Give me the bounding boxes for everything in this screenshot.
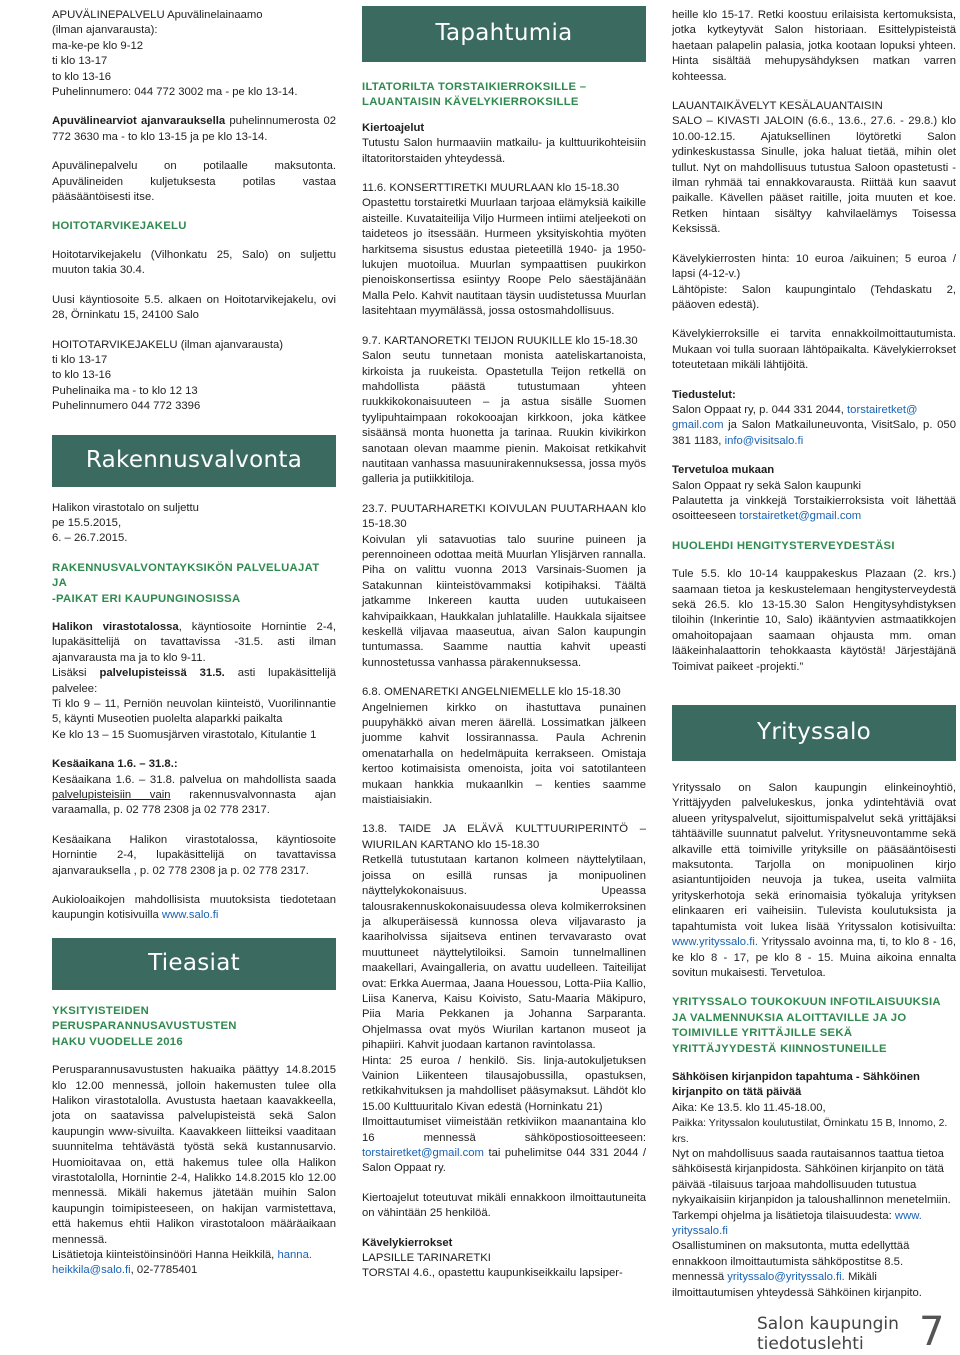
aukioloajat-text-1: Aukioloaikojen mahdollisista muutoksista tiedotetaan kaupungin kotisivuilla bbox=[52, 894, 336, 922]
kesaaikana-bold: Kesäaikana 1.6. – 31.8.: bbox=[52, 758, 178, 771]
kavelykierros-noreg-text: Kävelykierroksille ei tarvita ennakkoilmoittautumista. Mukaan voi tulla suoraan lähtöpaikalta. Kävelykierrokset toteutetaan mikäli lähtijöitä. bbox=[672, 328, 956, 372]
torstairetket-gmail-link[interactable]: torstairetket@ gmail.com bbox=[672, 403, 918, 432]
kesaaikana-text bbox=[52, 757, 336, 819]
palaute-email-link[interactable]: torstairetket@gmail.com bbox=[739, 510, 862, 523]
tervetuloa-text bbox=[672, 463, 956, 525]
tiedustelut-bold: Tiedustelut: bbox=[672, 388, 736, 401]
yrityssalo-email-link[interactable]: yrityssalo@yrityssalo.fi. bbox=[727, 1271, 845, 1284]
apuvalinearviot-text bbox=[52, 114, 336, 145]
tiedustelut-text-2: ja Salon Matkailuneuvonta, VisitSalo, p. 050 381 1183, bbox=[672, 419, 956, 447]
halikon-text-1: , käyntiosoite Hornintie 2-4, lupakäsittelijä on tavattavissa -31.5. asti ilman ajanvarausta ma ja to klo 9-11. Lisäksi bbox=[52, 620, 336, 680]
sahkoinen-aika: Aika: Ke 13.5. klo 11.45-18.00, bbox=[672, 1101, 826, 1114]
palvelupisteisiin-underline: palvelupisteisiin vain bbox=[52, 789, 171, 802]
apuvalinepalvelu-cost-text: Apuvälinepalvelu on potilaalle maksutonta. Apuvälineiden kuljetuksesta potilas vastaa pääsääntöisesti itse. bbox=[52, 160, 336, 204]
kavelykierrokset-heading: Kävelykierrokset bbox=[362, 1236, 453, 1249]
tapahtumia-banner: Tapahtumia bbox=[362, 6, 646, 62]
yrityssalo-text bbox=[672, 781, 956, 981]
konserttiretki-text: 11.6. KONSERTTIRETKI MUURLAAN klo 15-18.30 Opastettu torstairetki Muurlaan tarjoaa elämyksiä kaikille aisteille. Kuvataiteilija Viljo Hurmeen intiimi ateljeekoti on taideteos jo itsessään. Hurmeen yksityiskohtia myöten harkitsema sisustus edustaa pieteetillä 1940- ja 1950-lukujen muotoilua. Muurlan sympaattisen puukirkon pienoiskonsertissa esiintyy Roope Pelo säestäjänään Malla Pelo. Kahvit nautitaan täysin uudistetussa Muurlan lasitehtaan myymälässä, jossa ostosmahdollisuus. bbox=[362, 182, 646, 318]
yrityssalo-text-2: Yrityssalo avoinna ma, ti, to klo 8 - 16, ke klo 8 - 17, pe klo 8 - 15. Muina aikoina ennalta sovitun mukaisesti. Tervetuloa. bbox=[672, 936, 956, 979]
puutarharetki-text: 23.7. PUUTARHARETKI KOIVULAN PUUTARHAAN klo 15-18.30 Koivulan yli satavuotias talo suurine puineen ja perennoineen odottaa meitä Muurlan Ylisjärven rannalla. Piha on valittu vuonna 2013 Varsinais-Suomen ja Satakunnan kiinteistövammaksi kotipihaksi. Täältä jatkamme Inkereen kautta uuden uutukaiseen kahvipaikkaan, Haukkalan juhlatalille. Haukkala sijaitsee keskellä viljavaa maaseutua, aivan Salon kaupungin tuntumassa. Saamme nauttia kahvit upeasti kunnostetussa vanhassa pärakennuksessa. bbox=[362, 502, 646, 669]
sahkoinen-text-4: Mikäli ilmoittautumisen yhteydessä Sähköinen kirjanpito. bbox=[672, 1271, 922, 1299]
lauantaikavelyt-text: LAUANTAIKÄVELYT KESÄLAUANTAISIN SALO – KIVASTI JALOIN (6.6., 13.6., 27.6. - 29.8.) klo 10.00-12.15. Ajatuksellinen löytöretki Salon ydinkeskustassa Sinulle, joka haluat tietää, mihin olet tullut. Nyt on mahdollisuus tutustua Saloon opastetusti - ilman ryhmää tai ennakkovarausta. Riittää kun saavut paikalle. Kävellen pääset raitille, joita muuten et koe. Retken hintaan sisältyy kahvilaelämys Toisessa Keksissä. bbox=[672, 100, 956, 236]
yksityisteiden-heading: YKSITYISTEIDEN PERUSPARANNUSAVUSTUSTEN HAKU VUODELLE 2016 bbox=[52, 1004, 237, 1048]
hanna-email-link[interactable]: hanna. heikkila@salo.fi bbox=[52, 1248, 312, 1277]
hoitotarvikejakelu-heading: HOITOTARVIKEJAKELU bbox=[52, 220, 187, 233]
tieasiat-banner: Tieasiat bbox=[52, 938, 336, 990]
perusparannus-phone: , 02-7785401 bbox=[130, 1264, 198, 1277]
apuvalinepalvelu-hours: APUVÄLINEPALVELU Apuvälinelainaamo (ilman ajanvarausta): ma-ke-pe klo 9-12 ti klo 13-17 to klo 13-16 Puhelinnumero: 044 772 3002 ma - pe klo 13-14. bbox=[52, 9, 298, 99]
yrityssalo-text-1: Yrityssalo on Salon kaupungin elinkeinoyhtiö, Yrittäjyyden palvelukeskus, jonka ydintehtäviä ovat alueen yrityspalvelut, sijoittumispalvelut sekä yrittäjäksi tähtääville suunnatut palvelut. Yritysneuvontamme sekä alkaville että toimiville yrityksille on pääsääntöisesti maksutonta. Tarjolla on monipuolinen kirjo asiantuntijoiden neuvoja ja tukea, useita valmiita yrityskerhotoja sekä erinomaisia työkaluja yrityksen elinkaaren eri vaiheisiin. Tulevista koulutuksista ja tapahtumista voit lukea lisää Yrityssalon kotisivuilta: bbox=[672, 782, 956, 933]
iltatorilta-heading: ILTATORILTA TORSTAIKIERROKSILLE – LAUANTAISIN KÄVELYKIERROKSILLE bbox=[362, 81, 587, 109]
hengitysterveys-heading: HUOLEHDI HENGITYSTERVEYDESTÄSI bbox=[672, 539, 895, 552]
apuvalinearviot-bold: Apuvälinearviot ajanvarauksella bbox=[52, 115, 226, 128]
yrityssalo-banner: Yrityssalo bbox=[672, 705, 956, 761]
page-footer bbox=[757, 1309, 945, 1355]
hengitysterveys-text: Tule 5.5. klo 10-14 kauppakeskus Plazaan (2. krs.) saamaan tietoa ja keskustelemaan hengitysterveydestä sekä 26.5. klo 13-15.30 Salon Hengitysyhdistyksen tiloihin (Inkerintie 10, Salo) ikääntyvien astmaatikkojen omahoitopajaan saamaan ohjausta mm. oman lääkeinhalaattorin tehokkaasta käytöstä! Järjestäjänä Toimivat paikeet -projekti.” bbox=[672, 568, 956, 673]
yrityssalo-link-2[interactable]: www. yrityssalo.fi bbox=[672, 1209, 922, 1237]
kavelykierros-price-text: Kävelykierrosten hinta: 10 euroa /aikuinen; 5 euroa / lapsi (4-12-v.) Lähtöpiste: Salon kaupungintalo (Tehdaskatu 2, pääoven edestä). bbox=[672, 252, 956, 311]
yrityssalo-website-link[interactable]: www.yrityssalo.fi. bbox=[672, 936, 758, 949]
page-number: 7 bbox=[919, 1309, 945, 1355]
kartanoretki-text: 9.7. KARTANORETKI TEIJON RUUKILLE klo 15-18.30 Salon seutu tunnetaan monista aateliskartanoista, kirkoista ja ruukeista. Opastetulla Teijon retkellä on mahdollista päästä tutustumaan yhteen ruukkikokonaisuuteen – ja astua sisälle Suomen tyylipuhtaimpaan rokokooajan kirkkoon, joka kätkee sisäänsä monta huonetta ja tarinaa. Ruukin kivikirkon sanotaan olevan maamme pienin. Makoisat retkikahvit nautitaan vanhassa masuunirakennuksessa, jossa myös galleria ja putiikkitiloja. bbox=[362, 334, 646, 486]
sahkoinen-text-2: Nyt on mahdollisuus saada rautaisannos taattua tietoa sähköisestä kirjanpidosta. Sähköinen kirjanpito on tätä päivää -tilaisuus tarjoaa mahdollisuuden tutustua nykyaikaisiin kirjanpidon ja taloushallinnon menetelmiin. Tarkempi ohjelma ja lisätietoja tilaisuudesta: bbox=[672, 1147, 951, 1222]
tervetuloa-text-1: Salon Oppaat ry sekä Salon kaupunki Palautetta ja vinkkejä Torstaikierroksista voit lähettää osoitteeseen bbox=[672, 479, 956, 523]
palvelupisteissa-bold: palvelupisteissä 31.5. bbox=[99, 667, 225, 680]
publication-title: Salon kaupungin tiedotuslehti bbox=[757, 1314, 899, 1354]
halikon-text-2: asti lupakäsittelijä palvelee: Ti klo 9 – 11, Perniön neuvolan kiinteistö, Vuorilinnantie 5, käynti Museotien puolelta alaparkki paikalta Ke klo 13 – 15 Suomusjärven virastotalo, Kitulantie 1 bbox=[52, 667, 337, 741]
sahkoinen-kirjanpito-bold: Sähköisen kirjanpidon tapahtuma - Sähköinen kirjanpito on tätä päivää bbox=[672, 1070, 920, 1099]
torstairetket-email-link[interactable]: torstairetket@gmail.com bbox=[362, 1147, 484, 1159]
kesaaikana-halikon-text: Kesäaikana Halikon virastotalossa, käyntiosoite Hornintie 2-4, lupakäsittelijä on tavattavissa ajanvarauksella , p. 02 778 2308 ja p. 02 778 2317. bbox=[52, 833, 336, 877]
tiedustelut-text-1: Salon Oppaat ry, p. 044 331 2044, bbox=[672, 403, 844, 416]
halikon-virastotalossa-bold: Halikon virastotalossa bbox=[52, 620, 179, 633]
rakennusvalvonta-heading: RAKENNUSVALVONTAYKSIKÖN PALVELUAJAT JA -PAIKAT ERI KAUPUNGINOSISSA bbox=[52, 561, 320, 605]
visitsalo-email-link[interactable]: info@visitsalo.fi bbox=[724, 434, 804, 447]
tarinaretki-cont-text: heille klo 15-17. Retki koostuu erilaisista kertomuksista, jotka kytkeytyvät Salon historiaan. Esittelypisteistä haetaan palapelin palasia, jotka kootaan lopuksi yhteen. Hinta sisältää mehupysähdyksen matkan varren kohteessa. bbox=[672, 9, 956, 83]
kesaaikana-text-1: Kesäaikana 1.6. – 31.8. palvelua on mahdollista saada bbox=[52, 773, 336, 786]
sahkoinen-text-3: Osallistuminen on maksutonta, mutta edellyttää ennakkoon ilmoittautumista sähköpostitse 8.5. mennessä bbox=[672, 1240, 910, 1284]
halikon-virastotalo-text bbox=[52, 620, 336, 743]
hoitotarvikejakelu-closed-text: Hoitotarvikejakelu (Vilhonkatu 25, Salo) on suljettu muuton takia 30.4. bbox=[52, 248, 336, 277]
sahkoinen-paikka: Paikka: Yrityssalon koulutustilat, Örninkatu 15 B, Innomo, 2. krs. bbox=[672, 1118, 948, 1145]
perusparannus-text bbox=[52, 1063, 336, 1279]
salo-website-link[interactable]: www.salo.fi bbox=[161, 909, 219, 922]
column-middle bbox=[362, 8, 646, 1296]
apuvalinearviot-rest: puhelinnumerosta 02 772 3630 ma - to klo 13-15 ja pe klo 13-14. bbox=[52, 115, 337, 143]
tervetuloa-bold: Tervetuloa mukaan bbox=[672, 464, 775, 477]
tarinaretki-text: LAPSILLE TARINARETKI TORSTAI 4.6., opastettu kaupunkiseikkailu lapsiper- bbox=[362, 1252, 623, 1280]
wiurila-text-2: tai puhelimitse 044 331 2044 / Salon Oppaat ry. bbox=[362, 1147, 646, 1175]
wiurila-text bbox=[362, 822, 646, 1176]
rakennusvalvonta-banner: Rakennusvalvonta bbox=[52, 435, 336, 487]
kiertoajelut-toteutuvat-text: Kiertoajelut toteutuvat mikäli ennakkoon ilmoittautuneita on vähintään 25 henkilöä. bbox=[362, 1191, 646, 1220]
wiurila-text-1: 13.8. TAIDE JA ELÄVÄ KULTTUURIPERINTÖ – WIURILAN KARTANO klo 15-18.30 Retkellä tutustutaan kartanon kolmeen näyttelytilaan, joissa on esillä runsas ja monipuolinen näyttelykokonaisuus. Upeassa talousrakennuskokonaisuudessa oleva kolmikerroksinen ja alkuperäisessä kunnossa oleva viljavarasto ja kaariholvissa sijaitseva entinen tervavarasto ovat muuttuneet näyttelytiloiksi. Samoin tunnelmallinen maakellari, Avaingalleria, on avattu uudelleen. Taiteilijat ovat: Erkka Auermaa, Jaana Houessou, Lotta-Piia Kallio, Liisa Kanerva, Kaisu Koivisto, Satu-Maaria Mäkipuro, Piia Maria Pekkanen ja Johanna Sarparanta. Ohjelmassa ovat myös Wiurilan kartanon museot ja pihapiiri. Kahvit juodaan kartanon ravintolassa. Hinta: 25 euroa / henkilö. Sis. linja-autokuljetuksen Vainion Liikenteen tilausajobussilla, opastuksen, retkikahvituksen ja mahdolliset pääsymaksut. Lähdöt klo 15.00 Kulttuuritalo Kivan edestä (Horninkatu 21) Ilmoittautumiset viimeistään retkiviikon maanantaina klo 16 mennessä sähköpostiosoitteeseen: bbox=[362, 823, 646, 1144]
omenaretki-text: 6.8. OMENARETKI ANGELNIEMELLE klo 15-18.30 Angelniemen kirkko on ihastuttava punainen puupyhäkkö aivan meren äärellä. Lossimatkan jälkeen juomme kahvit lossirannassa. Paula Achrenin omenatarhalla on hedelmäpuita kerrakseen. Omistaja kertoo kotimaisista omenoista, joita voi satotilanteen mukaan hankkia mukaanlkin – kenties saamme maistiaisiakin. bbox=[362, 686, 646, 807]
kesaaikana-text-2: rakennusvalvonnasta ajan varaamalla, p. 02 778 2308 ja 02 778 2317. bbox=[52, 789, 336, 817]
perusparannus-text-1: Perusparannusavustusten hakuaika päättyy 14.8.2015 klo 12.00 mennessä, jolloin hakemusten tulee olla Halikon virastotalolla. Avustusta haetaan kaavakkeella, jota on saatavissa palvelupisteistä sekä Salon kaupungin www-sivuilta. Kaavakkeen liitteiksi vaaditaan suunnitelma tehtävästä työstä sekä kustannusarvio. Huomioitavaa on, että hakemus tulee olla Halikon virastotalolla, Hornintie 2-4, Halikko 14.8.2015 klo 12.00 mennessä. Mikäli hakemus jätetään muihin Salon kaupungin toimipisteeseen, on hakijan varmistettava, että hakemus ehtii Halikon virastotaloon määräaikaan mennessä. Lisätietoja kiinteistöinsinööri Hanna Heikkilä, bbox=[52, 1064, 336, 1261]
yrityssalo-infotilaisuudet-heading: YRITYSSALO TOUKOKUUN INFOTILAISUUKSIA JA VALMENNUKSIA ALOITTAVILLE JA JO TOIMIVILLE YRITTÄJILLE SEKÄ YRITTÄJYYDESTÄ KIINNOSTUNEILLE bbox=[672, 996, 941, 1055]
kiertoajelut-intro: Tutustu Salon hurmaaviin matkailu- ja kulttuurikohteisiin iltatoritorstaiden yhteydessä. bbox=[362, 137, 646, 165]
column-left bbox=[52, 8, 336, 1293]
kiertoajelut-heading: Kiertoajelut bbox=[362, 121, 425, 134]
halikon-closed-text: Halikon virastotalo on suljettu pe 15.5.2015, 6. – 26.7.2015. bbox=[52, 501, 199, 545]
column-right bbox=[672, 8, 956, 1315]
aukioloajat-text bbox=[52, 893, 336, 924]
hoitotarvikejakelu-hours: HOITOTARVIKEJAKELU (ilman ajanvarausta) ti klo 13-17 to klo 13-16 Puhelinaika ma - to klo 12 13 Puhelinnumero 044 772 3396 bbox=[52, 338, 284, 413]
hoitotarvikejakelu-address-text: Uusi käyntiosoite 5.5. alkaen on Hoitotarvikejakelu, ovi 28, Örninkatu 15, 24100 Salo bbox=[52, 293, 336, 322]
tiedustelut-text bbox=[672, 388, 956, 450]
sahkoinen-kirjanpito-text bbox=[672, 1070, 956, 1301]
